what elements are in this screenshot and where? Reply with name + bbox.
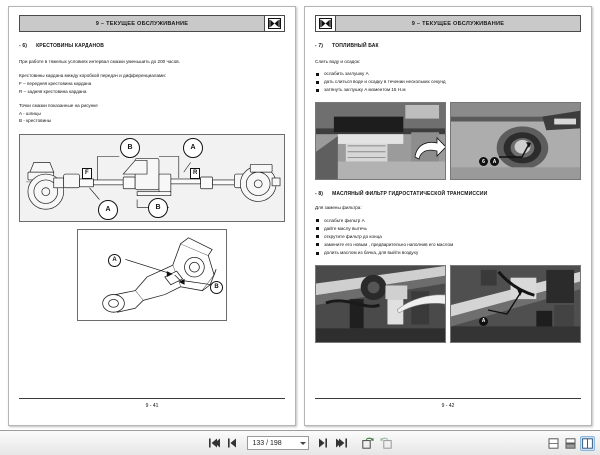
- page-right[interactable]: [304, 6, 592, 426]
- lube-point-a: A - шлицы: [19, 110, 41, 116]
- first-page-icon: [209, 438, 220, 448]
- section8-steps: [315, 217, 581, 257]
- legend-item-r: R – задняя крестовина кардана: [19, 88, 87, 94]
- drive-shaft-assembly-diagram: [19, 134, 285, 222]
- section7-lead: Слить воду и осадок:: [315, 59, 361, 64]
- section8-lead: Для замены фильтра:: [315, 205, 362, 211]
- page-number-value: 133 / 198: [252, 439, 282, 447]
- next-page-button[interactable]: [316, 436, 331, 451]
- facing-pages-icon: [582, 438, 593, 449]
- callout-b-top: B: [120, 138, 140, 158]
- section-heading-6: [19, 43, 285, 49]
- section7-steps: [315, 70, 581, 94]
- section-heading-8: [315, 191, 581, 197]
- section-number: - 7): [315, 43, 324, 49]
- continuous-page-icon: [565, 438, 576, 449]
- view-continuous-button[interactable]: [563, 436, 578, 451]
- page-running-header: [315, 15, 581, 32]
- fuel-tank-drain-plug-photo: [450, 102, 581, 180]
- section-heading-7: [315, 43, 581, 49]
- callout-leader-line: [498, 141, 532, 163]
- section-title: КРЕСТОВИНЫ КАРДАНОВ: [36, 43, 105, 49]
- callout-a-bottom: A: [98, 200, 118, 220]
- list-item: замените его новым , предварительно наполнив его маслом: [315, 241, 581, 249]
- manufacturer-logo: [264, 16, 284, 31]
- single-page-icon: [548, 438, 559, 449]
- rotate-counter-clockwise-button[interactable]: [379, 436, 394, 451]
- viewer-toolbar: [0, 430, 600, 455]
- page-number-input[interactable]: [247, 436, 309, 450]
- legend-lead: Крестовины кардана между коробкой передач и дифференциалами:: [19, 73, 167, 79]
- section-number: - 6): [19, 43, 28, 49]
- last-page-icon: [336, 438, 347, 448]
- list-item: затянуть заглушку A моментом 15 Н.м: [315, 86, 581, 94]
- rotate-ccw-icon: [380, 437, 392, 449]
- logo-glyph-icon: [320, 19, 331, 28]
- differential-assembly-diagram: [77, 229, 227, 321]
- legend-item-f: F – передняя крестовина кардана: [19, 80, 92, 86]
- callout-f-label: F: [82, 168, 92, 179]
- callout-a-top: A: [183, 138, 203, 158]
- pointer-arrow-icon: [413, 137, 446, 163]
- list-item: дать слиться воде и осадку в течении нескольких секунд: [315, 78, 581, 86]
- page-left[interactable]: [8, 6, 296, 426]
- callout-leader-line: [487, 288, 525, 324]
- section-paragraph: При работе в тяжелых условиях интервал смазки уменьшить до 200 часов.: [19, 59, 181, 64]
- callout-b-diff: B: [210, 281, 223, 294]
- logo-icon: [268, 18, 281, 29]
- section-title: МАСЛЯНЫЙ ФИЛЬТР ГИДРОСТАТИЧЕСКОЙ ТРАНСМИССИИ: [332, 191, 488, 198]
- view-mode-group: [546, 436, 595, 451]
- section-number: - 8): [315, 191, 324, 198]
- pointer-arrow-icon: [397, 292, 446, 314]
- list-item: открутите фильтр до конца: [315, 233, 581, 241]
- chevron-down-icon[interactable]: [300, 442, 306, 445]
- previous-page-button[interactable]: [225, 436, 240, 451]
- view-facing-pages-button[interactable]: [580, 436, 595, 451]
- lube-points-block: [19, 102, 285, 125]
- rotate-clockwise-button[interactable]: [361, 436, 376, 451]
- list-item: долить маслом из бачка, для выйти воздуху: [315, 249, 581, 257]
- section-title: ТОПЛИВНЫЙ БАК: [332, 43, 379, 49]
- lube-points-lead: Точки смазки показанные на рисунке: [19, 103, 98, 109]
- hydrostatic-filter-detail-photo: [450, 265, 581, 343]
- view-single-page-button[interactable]: [546, 436, 561, 451]
- fuel-tank-photo-row: [315, 102, 581, 180]
- hydrostatic-filter-photo-row: [315, 265, 581, 343]
- list-item: дайте маслу вытечь: [315, 225, 581, 233]
- rotate-cw-icon: [362, 437, 374, 449]
- callout-a-marker: A: [479, 317, 488, 326]
- hydrostatic-filter-location-photo: [315, 265, 446, 343]
- header-title: 9 – ТЕКУЩЕЕ ОБСЛУЖИВАНИЕ: [95, 20, 189, 27]
- list-item: ослабить заглушку A: [315, 70, 581, 78]
- lube-point-b: B - крестовины: [19, 118, 52, 124]
- header-title: 9 – ТЕКУЩЕЕ ОБСЛУЖИВАНИЕ: [411, 20, 505, 27]
- differential-drawing: [78, 230, 226, 320]
- fuel-tank-underside-photo: [315, 102, 446, 180]
- page-footer-right: 9 - 42: [315, 398, 581, 409]
- page-navigation-group: [0, 436, 600, 451]
- page-running-header: [19, 15, 285, 32]
- last-page-button[interactable]: [334, 436, 349, 451]
- next-page-icon: [319, 438, 327, 448]
- logo-glyph-icon: [269, 19, 280, 28]
- callout-a-marker: A: [490, 157, 499, 166]
- callout-6-marker: 6: [479, 157, 488, 166]
- page-footer-left: 9 - 41: [19, 398, 285, 409]
- callout-b-bottom: B: [148, 198, 168, 218]
- manufacturer-logo: [316, 16, 336, 31]
- legend-block: [19, 72, 285, 95]
- logo-icon: [319, 18, 332, 29]
- callout-a-diff: A: [108, 254, 121, 267]
- first-page-button[interactable]: [207, 436, 222, 451]
- previous-page-icon: [228, 438, 236, 448]
- callout-r-label: R: [190, 168, 200, 179]
- list-item: ослабьте фильтр A: [315, 217, 581, 225]
